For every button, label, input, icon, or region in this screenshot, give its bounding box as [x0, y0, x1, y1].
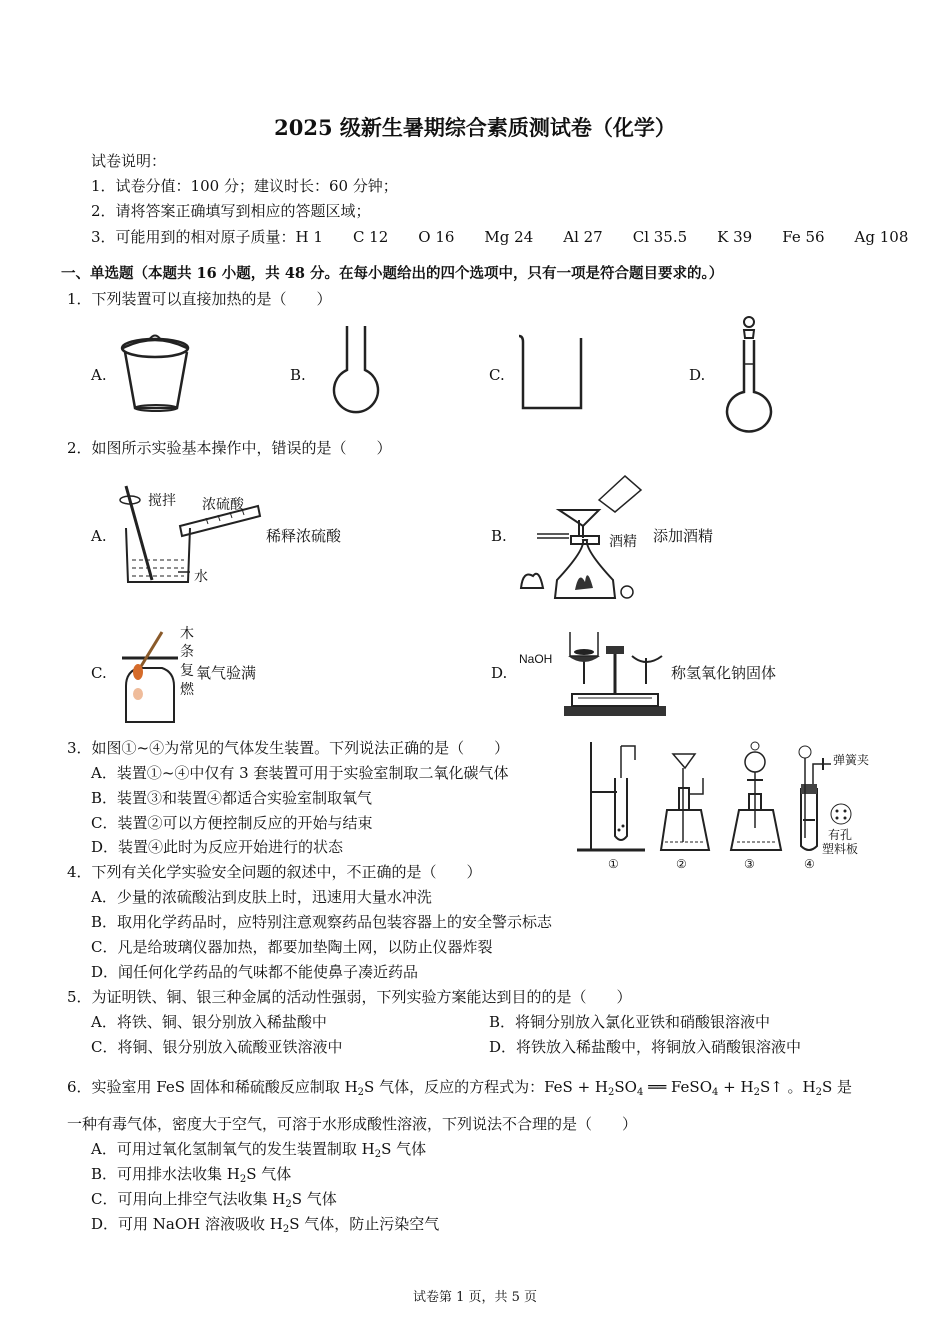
question-6-line2: 一种有毒气体，密度大于空气，可溶于水形成酸性溶液，下列说法不合理的是（ ）: [67, 1115, 638, 1133]
question-3-stem: 3．如图①~④为常见的气体发生装置。下列说法正确的是（ ）: [67, 739, 510, 757]
option-letter: A.: [91, 527, 107, 545]
caption-dilute: 稀释浓硫酸: [266, 527, 342, 545]
option: B．装置③和装置④都适合实验室制取氧气: [91, 789, 373, 807]
balance-image: [562, 628, 668, 718]
option: B．将铜分别放入氯化亚铁和硝酸银溶液中: [489, 1013, 771, 1031]
volumetric-flask-image: [722, 312, 776, 434]
option-letter: B.: [290, 366, 306, 384]
page-title: 2025 级新生暑期综合素质测试卷（化学）: [274, 115, 676, 140]
label-water: 水: [194, 569, 208, 585]
page-footer: 试卷第 1 页，共 5 页: [412, 1290, 538, 1305]
question-5-stem: 5．为证明铁、铜、银三种金属的活动性强弱，下列实验方案能达到目的的是（ ）: [67, 988, 632, 1006]
option: C．凡是给玻璃仪器加热，都要加垫陶土网，以防止仪器炸裂: [91, 938, 493, 956]
option-letter: C.: [489, 366, 505, 384]
label-wood-4: 燃: [180, 682, 194, 698]
label-wood-1: 木: [180, 626, 194, 642]
question-4-stem: 4．下列有关化学实验安全问题的叙述中，不正确的是（ ）: [67, 863, 482, 881]
label-wood-2: 条: [180, 644, 194, 660]
figure-label: ①: [608, 857, 619, 871]
round-flask-image: [327, 324, 385, 416]
section-heading: 一、单选题（本题共 16 小题，共 48 分。在每小题给出的四个选项中，只有一项是符合题目要求的。）: [61, 265, 724, 282]
label-naoh: NaOH: [519, 652, 553, 666]
figure-label: ④: [804, 857, 815, 871]
option: C．可用向上排空气法收集 $H_2S$ 气体: [91, 1190, 337, 1210]
label-stir: 搅拌: [148, 493, 176, 509]
option: A．将铁、铜、银分别放入稀盐酸中: [91, 1013, 327, 1031]
figure-label: ②: [676, 857, 687, 871]
label-plate-1: 有孔: [828, 828, 853, 842]
label-acid: 浓硫酸: [202, 497, 244, 513]
instruction-item: 3．可能用到的相对原子质量：H 1 C 12 O 16 Mg 24 Al 27 Cl 35.5 K 39 Fe 56 Ag 108: [91, 228, 909, 246]
option-letter: A.: [91, 366, 107, 384]
figure-label: ③: [744, 857, 755, 871]
instruction-item: 1．试卷分值：100 分；建议时长：60 分钟；: [91, 177, 398, 195]
option: D．将铁放入稀盐酸中，将铜放入硝酸银溶液中: [489, 1038, 802, 1056]
option: B．可用排水法收集 $H_2S$ 气体: [91, 1165, 292, 1185]
instruction-item: 2．请将答案正确填写到相应的答题区域；: [91, 202, 371, 220]
option: C．装置②可以方便控制反应的开始与结束: [91, 814, 373, 832]
label-wood-3: 复: [180, 663, 194, 679]
label-spring-clip: 弹簧夹: [833, 753, 870, 767]
crucible-image: [115, 328, 195, 414]
question-1-stem: 1．下列装置可以直接加热的是（ ）: [67, 290, 332, 308]
option: D．闻任何化学药品的气味都不能使鼻子凑近药品: [91, 963, 419, 981]
option-letter: D.: [689, 366, 706, 384]
beaker-image: [515, 332, 587, 412]
label-plate-2: 塑料板: [822, 842, 859, 856]
question-6-stem: 6．实验室用 FeS 固体和稀硫酸反应制取 $H_2S$ 气体，反应的方程式为：FeS + $H_2SO_4$ ══ FeSO$_4$ + $H_2S↑$ 。$H_2S$ 是: [67, 1078, 853, 1098]
option: A．装置①~④中仅有 3 套装置可用于实验室制取二氧化碳气体: [91, 764, 509, 782]
option: C．将铜、银分别放入硫酸亚铁溶液中: [91, 1038, 343, 1056]
option: D．装置④此时为反应开始进行的状态: [91, 838, 344, 856]
caption-add-alcohol: 添加酒精: [653, 527, 714, 545]
label-alcohol: 酒精: [609, 534, 637, 550]
oxygen-test-image: [118, 628, 182, 724]
option: A．少量的浓硫酸沾到皮肤上时，迅速用大量水冲洗: [91, 888, 432, 906]
option-letter: C.: [91, 664, 107, 682]
option: B．取用化学药品时，应特别注意观察药品包装容器上的安全警示标志: [91, 913, 553, 931]
caption-naoh: 称氢氧化钠固体: [671, 664, 777, 682]
option: D．可用 NaOH 溶液吸收 $H_2S$ 气体，防止污染空气: [91, 1215, 440, 1235]
option-letter: B.: [491, 527, 507, 545]
option-letter: D.: [491, 664, 508, 682]
option: A．可用过氧化氢制氧气的发生装置制取 $H_2S$ 气体: [91, 1140, 427, 1160]
question-2-stem: 2．如图所示实验基本操作中，错误的是（ ）: [67, 439, 392, 457]
instructions-heading: 试卷说明：: [91, 152, 167, 170]
caption-oxygen: 氧气验满: [196, 664, 257, 682]
